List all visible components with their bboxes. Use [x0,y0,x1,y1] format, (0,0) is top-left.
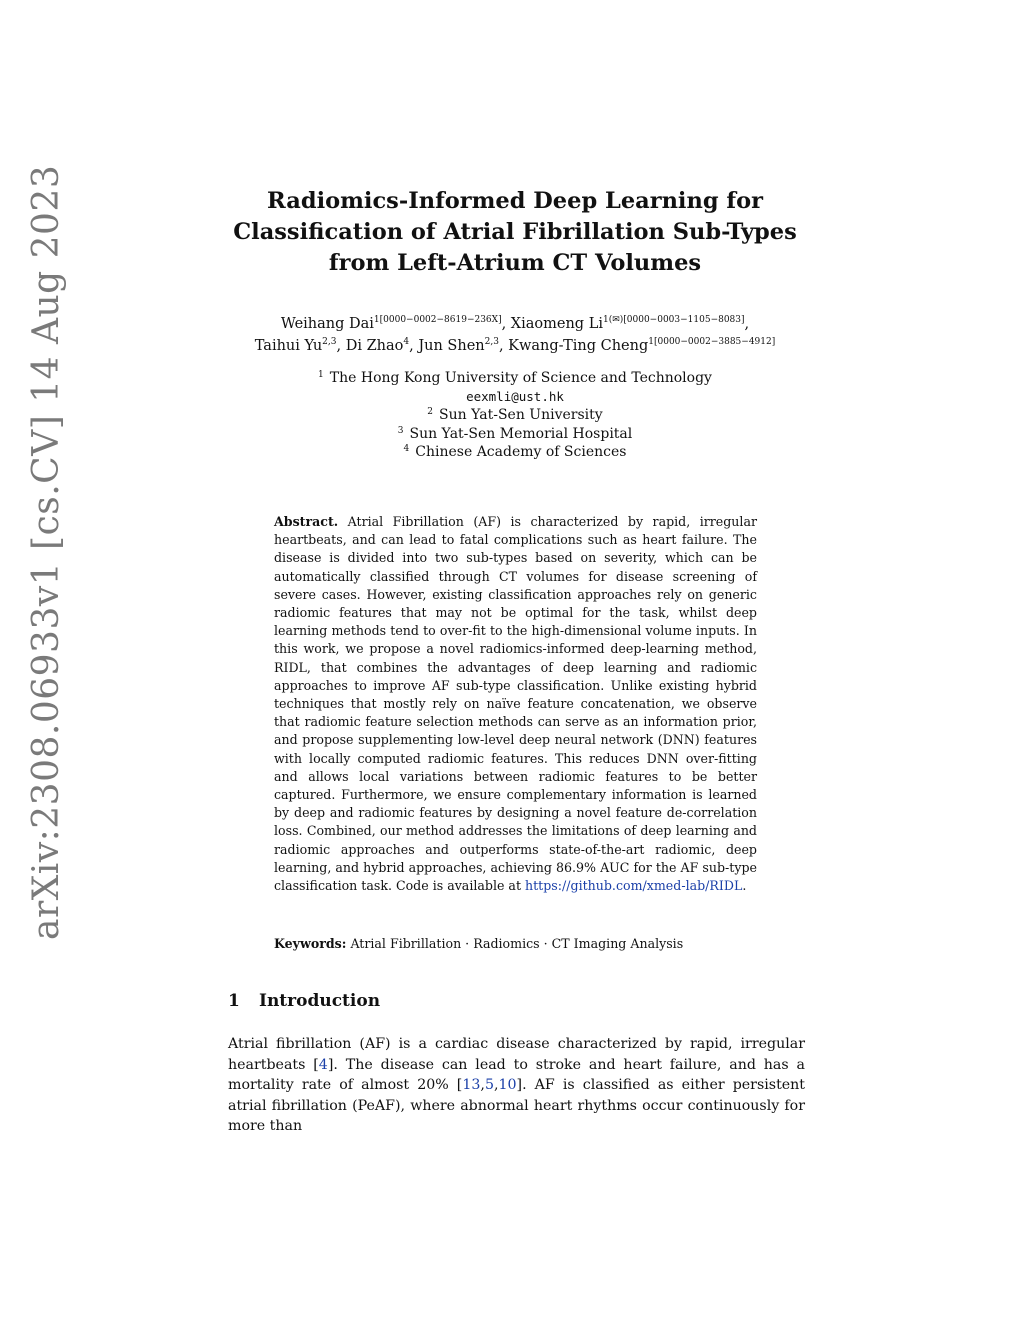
paper-title [200,186,830,279]
section-title: Introduction [259,991,381,1011]
title-line: from Left-Atrium CT Volumes [328,250,702,276]
affiliation: $^2$ Sun Yat-Sen University [427,407,603,423]
corresponding-email[interactable]: eexmli@ust.hk [466,388,564,404]
title-line: Radiomics-Informed Deep Learning for [267,188,763,214]
author-name: Kwang-Ting Cheng [508,338,649,354]
citation-link[interactable]: 5 [484,1077,494,1093]
author-line: Taihui Yu$^{2,3}$, Di Zhao$^4$, Jun Shen$^{2,3}$, Kwang-Ting Cheng$^{1[0000-0002-3885-4912]}$ [254,337,776,354]
author-list [200,313,830,357]
title-line: Classification of Atrial Fibrillation Sub-Types [233,219,797,245]
author-affiliation: 2,3 [322,337,337,347]
author-affiliation: 1(✉)[0000−0003−1105−8083] [602,315,745,325]
author-name: Taihui Yu [254,338,323,354]
keywords-label: Keywords: [274,936,347,951]
citation-link[interactable]: 13 [462,1077,481,1093]
arxiv-identifier: arXiv:2308.06933v1 [cs.CV] 14 Aug 2023 [26,164,67,940]
author-name: Weihang Dai [280,316,374,332]
affiliation: $^3$ Sun Yat-Sen Memorial Hospital [397,425,633,442]
affiliation: $^1$ The Hong Kong University of Science and Technology [318,370,712,386]
affiliation: $^4$ Chinese Academy of Sciences [403,444,627,460]
abstract: Abstract. Atrial Fibrillation (AF) is characterized by rapid, irregular heartbeats, and can lead to fatal complications such as heart failure. The disease is divided into two sub-types based on severity, which can be automatically classified through CT volumes for disease screening of severe cases. However, existing classification approaches rely on generic radiomic features that may not be optimal for the task, whilst deep learning methods tend to over-fit to the high-dimensional volume inputs. In this work, we propose a novel radiomics-informed deep-learning method, RIDL, that combines the advantages of deep learning and radiomic approaches to improve AF sub-type classification. Unlike existing hybrid techniques that mostly rely on naïve feature concatenation, we observe that radiomic feature selection methods can serve as an information prior, and propose supplementing low-level deep neural network (DNN) features with locally computed radiomic features. This reduces DNN over-fitting and allows local variations between radiomic features to be better captured. Furthermore, we ensure complementary information is learned by deep and radiomic features by designing a novel feature de-correlation loss. Combined, our method addresses the limitations of deep learning and radiomic approaches and outperforms state-of-the-art radiomic, deep learning, and hybrid approaches, achieving 86.9% AUC for the AF sub-type classification task. Code is available at https://github.com/xmed-lab/RIDL. [274,514,757,894]
affiliation-list [200,369,830,462]
author-line: Weihang Dai$^{1[0000-0002-8619-236X]}$, Xiaomeng $Li^{1(✉)[0000-0003-1105-8083]}$, [280,315,750,332]
author-name: Xiaomeng Li [510,316,603,332]
author-name: Di Zhao [345,338,404,354]
author-affiliation: 4 [403,337,410,347]
keywords [274,935,757,953]
code-link[interactable]: https://github.com/xmed-lab/RIDL [525,878,743,894]
author-affiliation: 1[0000−0002−3885−4912] [648,337,776,347]
author-affiliation: 2,3 [484,337,499,347]
author-affiliation: 1[0000−0002−8619−236X] [373,315,502,325]
intro-paragraph: Atrial fibrillation (AF) is a cardiac disease characterized by rapid, irregular heartbeats [4]. The disease can lead to stroke and heart failure, and has a mortality rate of almost 20% [13,5,10]. AF is classified as either persistent atrial fibrillation (PeAF), where abnormal heart rhythms occur continuously for more than [228,1036,806,1134]
abstract-label: Abstract. [274,514,339,529]
abstract-text: Atrial Fibrillation (AF) is characterized by rapid, irregular heartbeats, and can lead to fatal complications such as heart failure. The disease is divided into two sub-types based on severity, which can be automatically classified through CT volumes for disease screening of severe cases. However, existing classification approaches rely on generic radiomic features that may not be optimal for the task, whilst deep learning methods tend to over-fit to the high-dimensional volume inputs. In this work, we propose a novel radiomics-informed deep-learning method, RIDL, that combines the advantages of deep learning and radiomic approaches to improve AF sub-type classification. Unlike existing hybrid techniques that mostly rely on naïve feature concatenation, we observe that radiomic feature selection methods can serve as an information prior, and propose supplementing low-level deep neural network (DNN) features with locally computed radiomic features. This reduces DNN over-fitting and allows local variations between radiomic features to be better captured. Furthermore, we ensure complementary information is learned by deep and radiomic features by designing a novel feature de-correlation loss. Combined, our method addresses the limitations of deep learning and radiomic approaches and outperforms state-of-the-art radiomic, deep learning, and hybrid approaches, achieving 86.9% AUC for the AF sub-type classification task. Code is available at [274,514,757,894]
keywords-text: Atrial Fibrillation · Radiomics · CT Imaging Analysis [350,936,684,951]
citation-link[interactable]: 4 [318,1056,328,1073]
author-name: Jun Shen [418,338,485,354]
citation-link[interactable]: 10 [498,1077,517,1093]
section-number: 1 [228,991,240,1011]
section-heading [228,989,628,1013]
